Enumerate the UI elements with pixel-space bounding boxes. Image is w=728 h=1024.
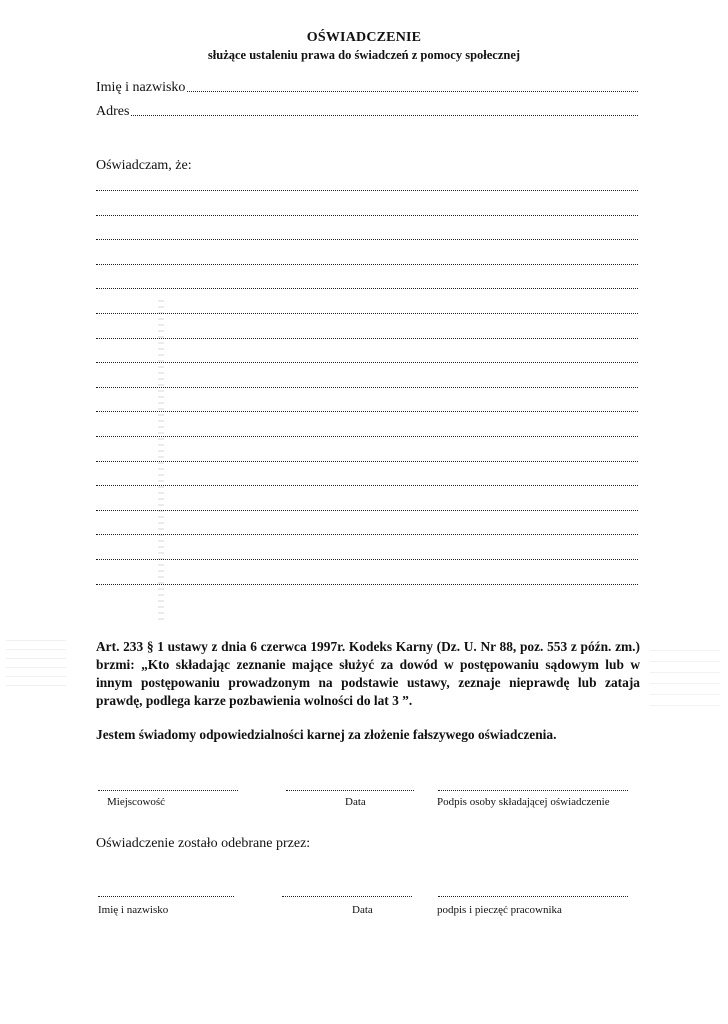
place-label: Miejscowość [107,796,166,808]
place-line[interactable] [98,790,238,792]
declaration-line[interactable] [96,387,638,412]
scan-artifact-right [650,650,720,710]
declaration-line[interactable] [96,338,638,363]
declaration-line[interactable] [96,190,638,215]
name-field[interactable] [96,80,638,96]
awareness-statement: Jestem świadomy odpowiedzialności karnej za złożenie fałszywego oświadczenia. [96,727,557,742]
declaration-line[interactable] [96,411,638,436]
declare-label: Oświadczam, że: [96,158,192,173]
date-label-1: Data [345,796,366,808]
name-label-2: Imię i nazwisko [98,904,169,916]
date-label-2: Data [352,904,373,916]
document-title: OŚWIADCZENIE [306,30,422,45]
declaration-line[interactable] [96,485,638,510]
declaration-line[interactable] [96,264,638,289]
received-by-label: Oświadczenie zostało odebrane przez: [96,836,311,851]
declaration-line[interactable] [96,215,638,240]
document-subtitle: służące ustaleniu prawa do świadczeń z pomocy społecznej [207,48,521,62]
scan-artifact-left [6,640,66,690]
name-line-2[interactable] [98,896,234,898]
address-field-label: Adres [96,104,130,119]
declaration-line[interactable] [96,559,638,584]
declaration-line[interactable] [96,461,638,486]
signature-line-2[interactable] [438,896,628,898]
declaration-line[interactable] [96,288,638,313]
declaration-line[interactable] [96,510,638,535]
name-field-dots[interactable] [187,90,638,92]
declaration-line[interactable] [96,362,638,387]
signature-label-2: podpis i pieczęć pracownika [437,904,562,916]
signature-line-1[interactable] [438,790,628,792]
declaration-line[interactable] [96,534,638,559]
legal-article-text: Art. 233 § 1 ustawy z dnia 6 czerwca 1997r. Kodeks Karny (Dz. U. Nr 88, poz. 553 z późn. zm.) brzmi: „Kto składając zeznanie mające służyć za dowód w postępowaniu sądowym lub w innym postępowaniu prowadzonym na podstawie ustawy, zeznaje nieprawdę lub zataja prawdę, podlega karze pozbawienia wolności do lat 3 ”. [96,639,640,708]
declaration-line[interactable] [96,436,638,461]
declaration-line[interactable] [96,584,638,609]
name-field-label: Imię i nazwisko [96,80,186,95]
address-field-dots[interactable] [131,114,638,116]
declaration-line[interactable] [96,239,638,264]
declaration-lines[interactable] [96,190,638,608]
signature-label-1: Podpis osoby składającej oświadczenie [437,796,610,808]
address-field[interactable] [96,104,638,120]
date-line-1[interactable] [286,790,414,792]
declaration-line[interactable] [96,313,638,338]
date-line-2[interactable] [282,896,412,898]
